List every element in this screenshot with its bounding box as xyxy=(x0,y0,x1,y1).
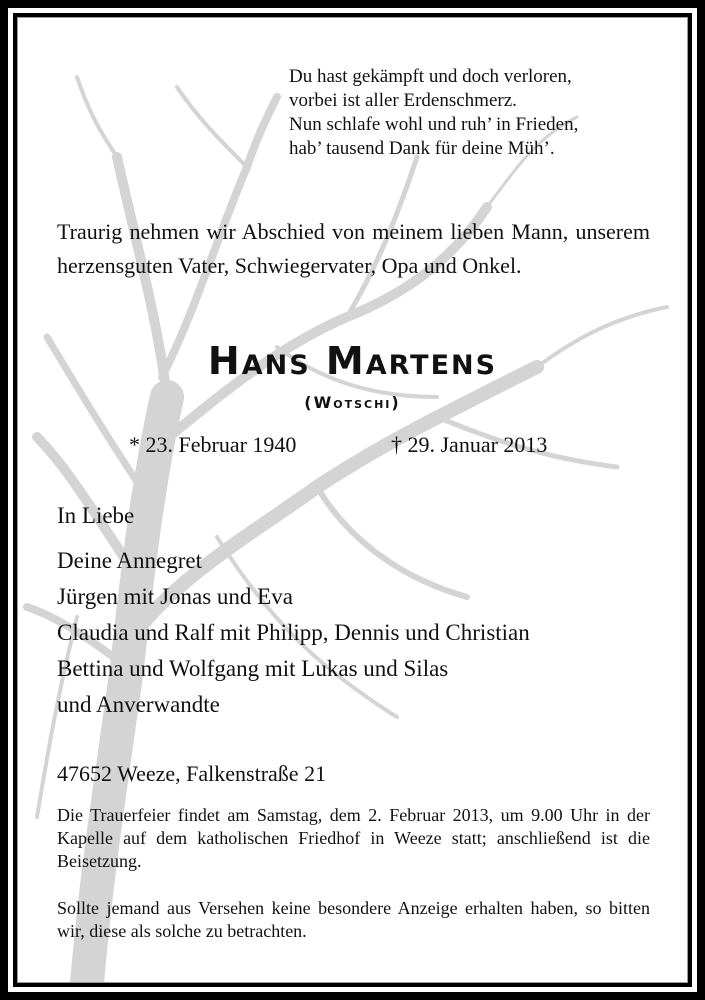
family-line: Claudia und Ralf mit Philipp, Dennis und Christian xyxy=(57,620,530,645)
address: 47652 Weeze, Falkenstraße 21 xyxy=(57,761,327,786)
nickname: (Wotschi) xyxy=(304,393,401,412)
in-love-label: In Liebe xyxy=(57,503,135,528)
family-list xyxy=(57,543,530,723)
poem-line: vorbei ist aller Erdenschmerz. xyxy=(289,90,517,111)
poem-line: Nun schlafe wohl und ruh’ in Frieden, xyxy=(289,114,579,135)
obituary-card xyxy=(13,13,692,987)
poem-line: hab’ tausend Dank für deine Müh’. xyxy=(289,138,555,159)
intro-text: Traurig nehmen wir Abschied von meinem lieben Mann, unserem herzensguten Vater, Schwiegervater, Opa und Onkel. xyxy=(57,219,650,278)
family-line: und Anverwandte xyxy=(57,692,220,717)
poem-line: Du hast gekämpft und doch verloren, xyxy=(289,66,572,87)
poem xyxy=(289,65,578,161)
birth-date: * 23. Februar 1940 xyxy=(129,432,297,457)
family-line: Jürgen mit Jonas und Eva xyxy=(57,584,293,609)
outer-frame xyxy=(8,8,697,992)
death-date: † 29. Januar 2013 xyxy=(391,432,548,457)
funeral-info: Die Trauerfeier findet am Samstag, dem 2. Februar 2013, um 9.00 Uhr in der Kapelle auf dem katholischen Friedhof in Weeze statt; anschließend ist die Beisetzung. xyxy=(57,805,650,871)
family-line: Bettina und Wolfgang mit Lukas und Silas xyxy=(57,656,449,681)
notice-text: Sollte jemand aus Versehen keine besondere Anzeige erhalten haben, so bitten wir, diese als solche zu betrachten. xyxy=(57,898,650,941)
deceased-name: Hans Martens xyxy=(207,339,498,383)
family-line: Deine Annegret xyxy=(57,548,202,573)
